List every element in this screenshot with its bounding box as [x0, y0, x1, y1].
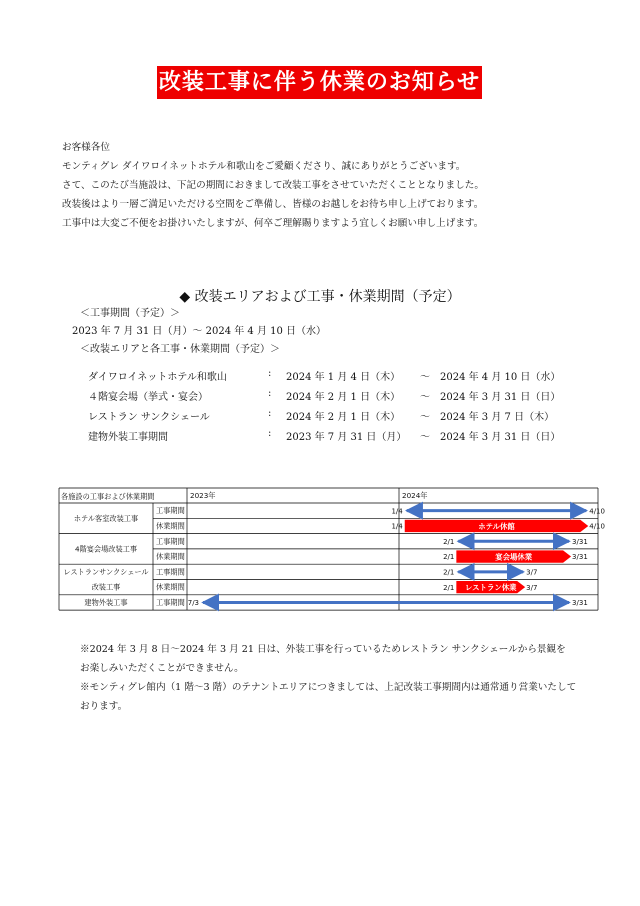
gantt-start-date: 1/4 — [391, 507, 403, 516]
gantt-closed-label: レストラン休業 — [465, 582, 517, 592]
note-line: ※2024 年 3 月 8 日～2024 年 3 月 21 日は、外装工事を行っているためレストラン サンクシェールから景観を — [80, 644, 566, 655]
area-start: 2024 年 1 月 4 日（木） — [286, 372, 401, 383]
gantt-end-date: 4/10 — [589, 522, 605, 531]
gantt-row-type-label: 休業期間 — [156, 521, 185, 531]
gantt-row-type-label: 工事期間 — [156, 567, 185, 577]
gantt-row-type-label: 休業期間 — [156, 552, 185, 562]
intro-line: モンティグレ ダイワロイネットホテル和歌山をご愛顧くださり、誠にありがとうございます。 — [62, 161, 466, 172]
area-end: 2024 年 4 月 10 日（水） — [440, 372, 561, 383]
area-name: レストラン サンクシェール — [88, 412, 210, 423]
area-separator: : — [268, 428, 272, 439]
gantt-row-type-label: 工事期間 — [156, 536, 185, 546]
notice-title-banner: 改装工事に伴う休業のお知らせ — [157, 66, 482, 99]
area-separator: : — [268, 408, 272, 419]
gantt-end-date: 3/31 — [572, 537, 588, 546]
gantt-closed-label: 宴会場休業 — [495, 552, 533, 562]
note-line: お楽しみいただくことができません。 — [80, 663, 244, 674]
area-tilde: ～ — [420, 372, 430, 383]
gantt-start-date: 7/3 — [187, 599, 199, 608]
gantt-facility-label: 建物外装工事 — [84, 597, 128, 607]
gantt-year-2023: 2023年 — [190, 491, 216, 500]
note-line: おります。 — [80, 701, 128, 712]
gantt-start-date: 2/1 — [443, 537, 455, 546]
area-name: 建物外装工事期間 — [88, 432, 168, 443]
gantt-facility-label: 4階宴会場改装工事 — [74, 544, 138, 554]
gantt-facility-label: 改装工事 — [91, 582, 121, 592]
area-name: ダイワロイネットホテル和歌山 — [88, 372, 227, 383]
gantt-closed-label: ホテル休館 — [478, 521, 515, 531]
area-start: 2023 年 7 月 31 日（月） — [286, 432, 407, 443]
note-line: ※モンティグレ館内（1 階～3 階）のテナントエリアにつきましては、上記改装工事期間内は通常通り営業いたして — [80, 682, 577, 693]
gantt-start-date: 2/1 — [443, 583, 455, 592]
gantt-row-type-label: 休業期間 — [156, 582, 185, 592]
area-end: 2024 年 3 月 31 日（日） — [440, 432, 561, 443]
area-name: ４階宴会場（挙式・宴会） — [88, 392, 208, 403]
intro-line: 改装後はより一層ご満足いただける空間をご準備し、皆様のお越しをお待ち申し上げております。 — [62, 199, 484, 210]
construction-period-block — [72, 305, 326, 359]
gantt-row-type-label: 工事期間 — [156, 597, 185, 607]
construction-period-header: ＜工事期間（予定）＞ — [80, 308, 180, 319]
notes — [80, 640, 600, 716]
gantt-end-date: 3/31 — [572, 553, 588, 562]
area-separator: : — [268, 368, 272, 379]
gantt-chart — [59, 486, 605, 618]
gantt-facility-label: レストランサンクシェール — [63, 567, 149, 577]
area-end: 2024 年 3 月 31 日（日） — [440, 392, 561, 403]
gantt-end-date: 3/7 — [526, 583, 538, 592]
section-title: ◆ 改装エリアおよび工事・休業期間（予定） — [179, 289, 461, 305]
gantt-header-label: 各施設の工事および休業期間 — [61, 492, 155, 501]
gantt-year-2024: 2024年 — [402, 491, 428, 500]
gantt-start-date: 1/4 — [391, 522, 403, 531]
area-end: 2024 年 3 月 7 日（木） — [440, 412, 555, 423]
area-start: 2024 年 2 月 1 日（木） — [286, 392, 401, 403]
area-tilde: ～ — [420, 412, 430, 423]
areas-header: ＜改装エリアと各工事・休業期間（予定）＞ — [80, 344, 280, 355]
gantt-end-date: 4/10 — [589, 507, 605, 516]
gantt-svg — [59, 486, 605, 614]
intro-line: さて、このたび当施設は、下記の期間におきまして改装工事をさせていただくこととなりました。 — [62, 180, 484, 191]
area-tilde: ～ — [420, 392, 430, 403]
gantt-start-date: 2/1 — [443, 568, 455, 577]
intro-text — [62, 138, 622, 233]
area-start: 2024 年 2 月 1 日（木） — [286, 412, 401, 423]
area-separator: : — [268, 388, 272, 399]
intro-line: お客様各位 — [62, 142, 110, 153]
gantt-facility-label: ホテル客室改装工事 — [73, 513, 139, 523]
construction-period-value: 2023 年 7 月 31 日（月）～ 2024 年 4 月 10 日（水） — [72, 326, 327, 337]
intro-line: 工事中は大変ご不便をお掛けいたしますが、何卒ご理解賜りますよう宜しくお願い申し上げます。 — [62, 218, 484, 229]
area-tilde: ～ — [420, 432, 430, 443]
gantt-start-date: 2/1 — [443, 553, 455, 562]
gantt-row-type-label: 工事期間 — [156, 506, 185, 516]
gantt-end-date: 3/7 — [526, 568, 538, 577]
gantt-end-date: 3/31 — [572, 599, 588, 608]
